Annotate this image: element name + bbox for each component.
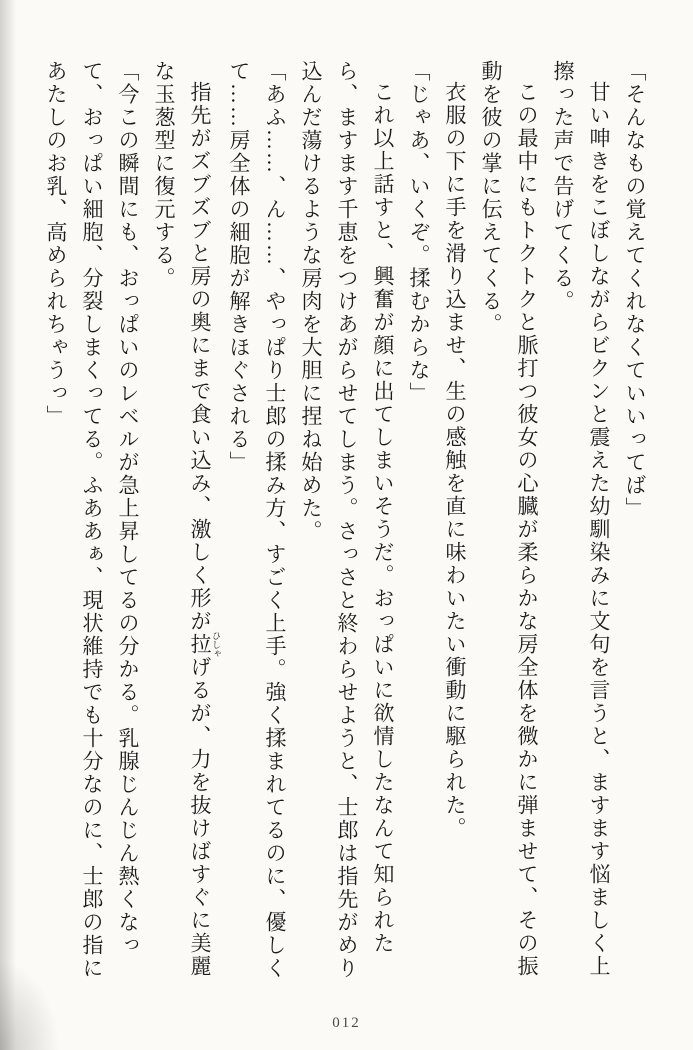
paragraph-dialogue-4: 「今この瞬間にも、おっぱいのレベルが急上昇してるの分かる。乳腺じんじん熱くなって、おっぱい細胞、分裂しまくってる。ふああぁ、現状維持でも十分なのに、士郎の指にあたしのお乳、高められちゃうっ」 (44, 60, 140, 980)
ruby-base: 拉 (188, 631, 212, 658)
paragraph-dialogue-3: 「あふ……、ん……、やっぱり士郎の揉み方、すごく上手。強く揉まれてるのに、優しくて……房全体の細胞が解きほぐされる」 (227, 60, 287, 980)
paragraph-dialogue-1: 「そんなもの覚えてくれなくていいってば」 (623, 60, 647, 520)
paragraph-narrative-3: 衣服の下に手を滑り込ませ、生の感触を直に味わいたい衝動に駆られた。 (443, 81, 467, 840)
page-gutter-shadow (0, 0, 16, 1050)
ruby-post-text: げるが、力を抜けばすぐに美麗な玉葱型に復元する。 (152, 60, 212, 978)
paragraph-narrative-4: これ以上話すと、興奮が顔に出てしまいそうだ。おっぱいに欲情したなんて知られたら、ますます千恵をつけあがらせてしまう。さっさと終わらせようと、士郎は指先がめり込んだ蕩けるような房肉を大胆に捏ね始めた。 (299, 60, 395, 980)
paragraph-narrative-2: この最中にもトクトクと脈打つ彼女の心臓が柔らかな房全体を微かに弾ませて、その振動を彼の掌に伝えてくる。 (479, 60, 539, 978)
paragraph-dialogue-2: 「じゃあ、いくぞ。揉むからな」 (407, 60, 431, 405)
ruby-pre-text: 指先がズブズブと房の奥にまで食い込み、激しく形が (188, 81, 212, 633)
ruby-hishage (188, 631, 221, 658)
paragraph-narrative-1: 甘い呻きをこぼしながらビクンと震えた幼馴染みに文句を言うと、ますます悩ましく上擦った声で告げてくる。 (551, 60, 611, 978)
paragraph-narrative-5-with-ruby (146, 60, 221, 990)
novel-text-block (38, 60, 653, 990)
ruby-furigana: ひしゃ (211, 631, 221, 658)
page-number: 012 (332, 1015, 361, 1031)
